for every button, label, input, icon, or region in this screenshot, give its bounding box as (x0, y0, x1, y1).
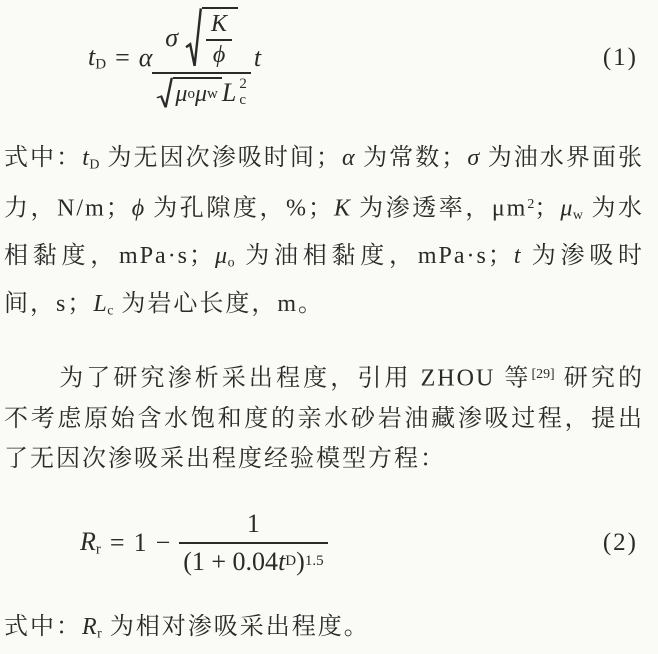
radicand (202, 7, 238, 69)
fraction-numerator: 1 (246, 508, 260, 538)
fraction-denominator (179, 542, 327, 577)
var-t-dimensionless: t (88, 42, 96, 72)
text-segment: t (82, 145, 90, 171)
equation-1-lhs (88, 42, 106, 73)
text-segment: 式中： (4, 613, 82, 640)
text-segment: 为常数； (355, 145, 468, 171)
subscript-w: w (207, 86, 218, 102)
equation-1-number: (1) (602, 44, 638, 71)
minus-sign: − (155, 527, 171, 557)
fraction-numerator (163, 7, 240, 72)
paragraph-rr-definition (4, 607, 644, 654)
subscript-o: o (187, 86, 195, 102)
L-scripts (239, 77, 247, 109)
radical (156, 77, 221, 109)
text-segment: α (341, 145, 356, 171)
var-alpha: α (138, 43, 153, 72)
text-segment: 为岩心长度，m。 (113, 290, 325, 317)
text-segment: μ (560, 195, 573, 222)
equation-2 (4, 503, 644, 583)
text-segment: 为水相黏度，mPa·s； (4, 195, 645, 270)
var-t-time: t (253, 43, 262, 72)
text-segment: μ (215, 243, 228, 270)
subscript-r: r (95, 541, 101, 558)
text-segment: 为油相黏度，mPa·s； (234, 243, 514, 270)
text-segment: ； (534, 195, 561, 222)
text-segment: R (82, 613, 98, 640)
text-segment: 为渗吸时间，s； (4, 243, 645, 317)
exponent-1-5: 1.5 (304, 553, 324, 570)
text-segment: 为无因次渗吸时间； (99, 145, 342, 171)
text-segment: 为了研究渗析采出程度，引用 ZHOU 等 (59, 365, 532, 392)
superscript-2: 2 (239, 76, 247, 93)
var-phi: ϕ (206, 39, 232, 69)
radical (185, 7, 238, 69)
text-segment: c (107, 302, 114, 318)
subscript-D: D (285, 553, 297, 570)
main-fraction (152, 7, 250, 109)
var-L: L (221, 78, 237, 107)
text-segment: 2 (527, 197, 535, 213)
equals-sign: = (109, 527, 125, 557)
text-segment: 为孔隙度，%； (144, 195, 334, 222)
text-segment: K (334, 195, 351, 222)
subscript-D: D (95, 56, 107, 73)
text-segment: [29] (531, 366, 555, 382)
text-segment: 为渗透率，μm (350, 195, 528, 222)
paren-close: ) (296, 546, 305, 576)
text-segment: ϕ (131, 195, 145, 222)
subscript-c: c (239, 92, 246, 108)
equals-sign: = (115, 43, 130, 72)
text-segment: L (93, 290, 108, 317)
text-segment: 研究的不考虑原始含水饱和度的亲水砂岩油藏渗吸过程，提出了无因次渗吸采出程度经验模型方程： (4, 365, 645, 472)
text-segment: t (513, 243, 521, 270)
text-segment: σ (467, 145, 480, 171)
var-K: K (211, 11, 228, 37)
var-mu-w: μ (194, 81, 207, 107)
paren-open-term: (1 + 0.04 (183, 546, 279, 576)
radical-sign-icon (185, 7, 202, 69)
text-segment: 为油水界面张力，N/m； (4, 145, 645, 222)
text-segment: o (227, 255, 235, 271)
var-mu-o: μ (175, 81, 188, 107)
k-over-phi-fraction (204, 11, 234, 69)
var-t-dimensionless: t (278, 546, 286, 576)
var-R: R (80, 526, 96, 556)
text-segment: 式中： (4, 145, 83, 171)
var-sigma: σ (165, 23, 179, 52)
equation-2-lhs (80, 527, 101, 558)
paragraph-research-intro (4, 355, 644, 479)
fraction-denominator (152, 72, 250, 109)
constant-one: 1 (133, 527, 147, 557)
equation-2-number: (2) (602, 528, 638, 556)
text-segment: r (97, 625, 102, 641)
text-segment: 为相对渗吸采出程度。 (101, 613, 370, 640)
radicand (173, 77, 221, 109)
equation-1 (4, 2, 644, 114)
text-segment: D (89, 157, 100, 173)
text-segment: w (572, 208, 583, 224)
paragraph-variable-definitions (4, 138, 644, 331)
radical-sign-icon (156, 77, 173, 109)
